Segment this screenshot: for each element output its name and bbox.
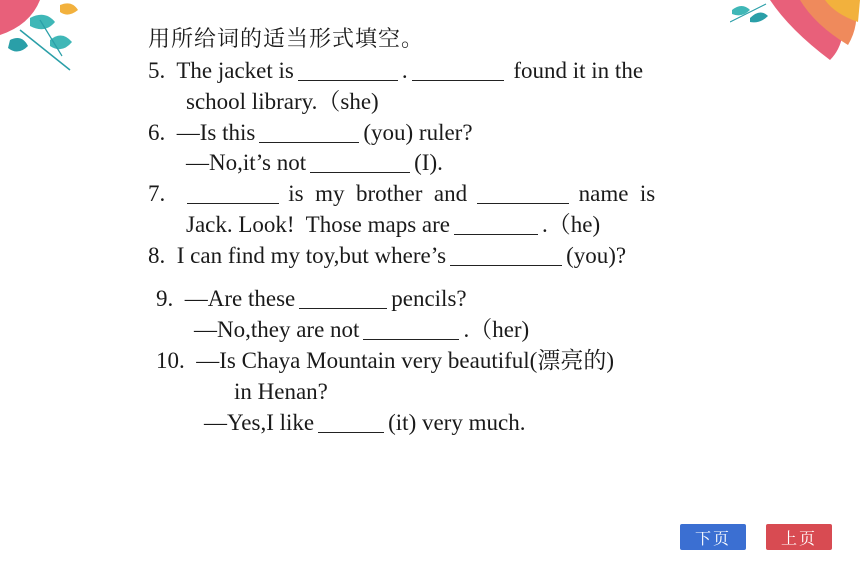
q8-text-a: 8. I can find my toy,but where’s xyxy=(148,243,447,268)
answer-blank[interactable] xyxy=(299,286,387,309)
question-10-line-1: 10. —Is Chaya Mountain very beautiful(漂亮的) xyxy=(156,348,614,373)
question-9-line-2 xyxy=(194,315,529,345)
q10-text-d: (it) very much. xyxy=(388,410,526,435)
answer-blank[interactable] xyxy=(363,317,459,340)
q5-text-c: found it in the xyxy=(513,58,644,83)
floral-decoration-right-icon xyxy=(730,0,860,70)
q9-text-b: pencils? xyxy=(391,286,467,311)
q7-text-e: .（he) xyxy=(542,212,601,237)
q7-text-b: is my brother and xyxy=(288,181,468,206)
answer-blank[interactable] xyxy=(298,58,398,81)
answer-blank[interactable] xyxy=(412,58,504,81)
answer-blank[interactable] xyxy=(310,150,410,173)
question-7-line-1 xyxy=(148,179,655,209)
question-5-line-2: school library.（she) xyxy=(186,89,379,114)
answer-blank[interactable] xyxy=(477,181,569,204)
question-7-line-2 xyxy=(186,210,600,240)
answer-blank[interactable] xyxy=(187,181,279,204)
q10-text-c: —Yes,I like xyxy=(204,410,315,435)
q7-text-a: 7. xyxy=(148,181,166,206)
q8-text-b: (you)? xyxy=(566,243,627,268)
q9-text-c: —No,they are not xyxy=(194,317,360,342)
question-10-line-3 xyxy=(204,408,525,438)
exercise-title: 用所给词的适当形式填空。 xyxy=(148,27,425,52)
q6-text-b: (you) ruler? xyxy=(363,120,473,145)
q6-text-a: 6. —Is this xyxy=(148,120,256,145)
question-5-line-1 xyxy=(148,56,643,86)
q5-text-a: 5. The jacket is xyxy=(148,58,294,83)
next-page-button[interactable]: 下页 xyxy=(680,524,746,550)
q6-text-d: (I). xyxy=(414,150,443,175)
answer-blank[interactable] xyxy=(259,120,359,143)
answer-blank[interactable] xyxy=(454,212,538,235)
answer-blank[interactable] xyxy=(318,410,384,433)
q7-text-c: name is xyxy=(578,181,656,206)
q7-text-d: Jack. Look! Those maps are xyxy=(186,212,450,237)
q6-text-c: —No,it’s not xyxy=(186,150,307,175)
floral-decoration-left-icon xyxy=(0,0,90,80)
q9-text-d: .（her) xyxy=(463,317,530,342)
answer-blank[interactable] xyxy=(450,243,562,266)
question-10-line-2: in Henan? xyxy=(234,379,328,404)
q9-text-a: 9. —Are these xyxy=(156,286,296,311)
question-6-line-2 xyxy=(186,148,443,178)
question-9-line-1 xyxy=(156,284,467,314)
question-6-line-1 xyxy=(148,118,473,148)
question-8-line-1 xyxy=(148,241,626,271)
q5-text-b: . xyxy=(401,58,408,83)
previous-page-button[interactable]: 上页 xyxy=(766,524,832,550)
